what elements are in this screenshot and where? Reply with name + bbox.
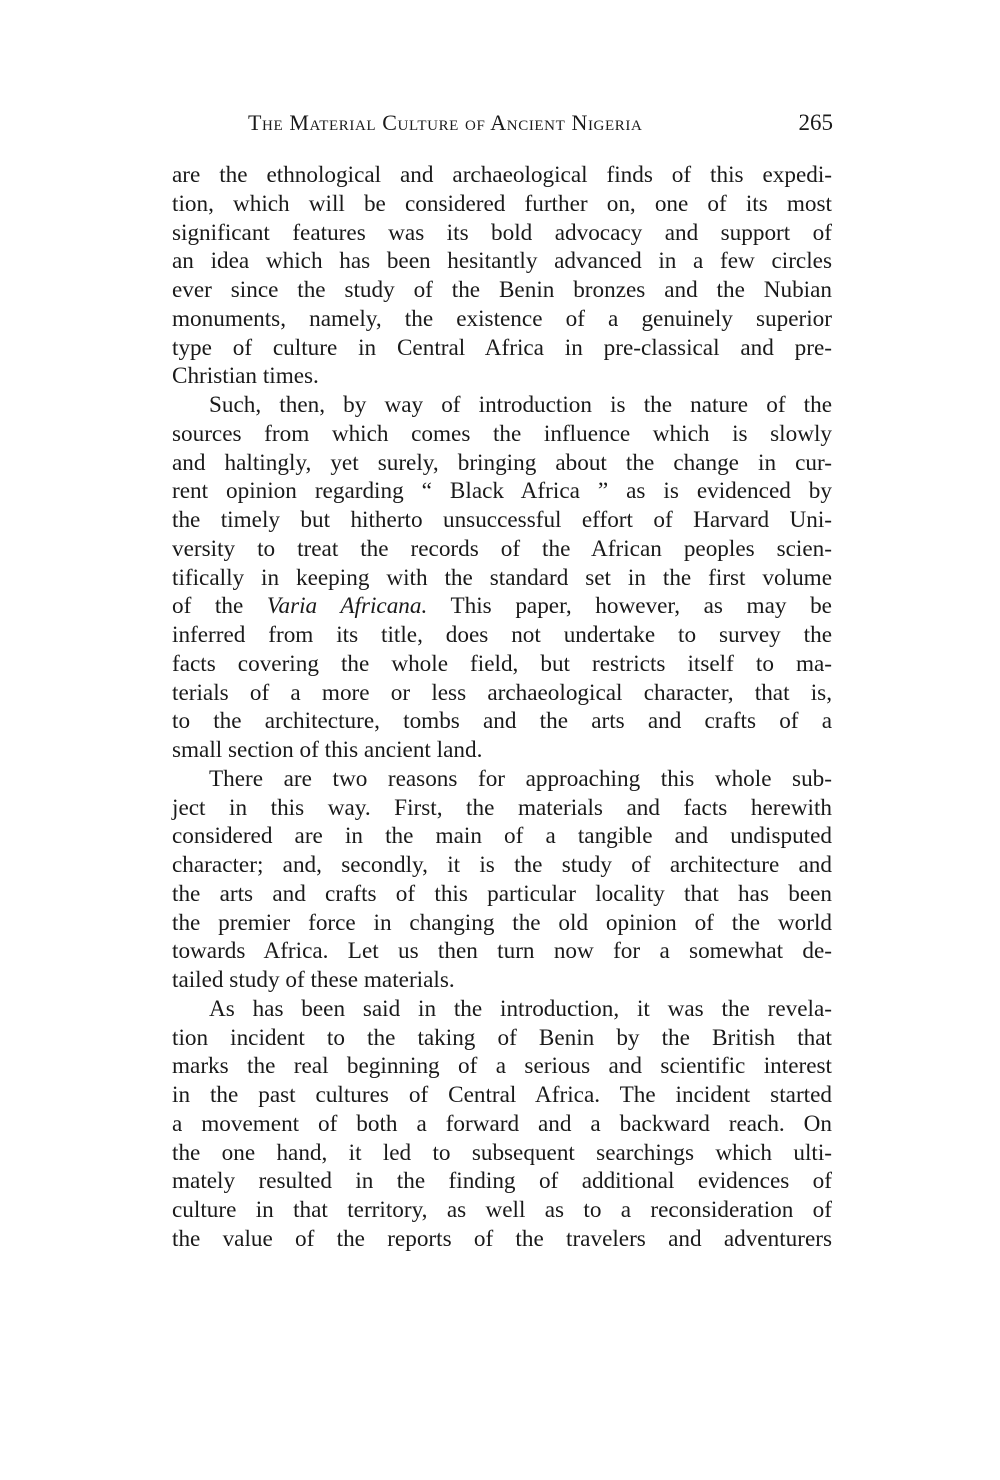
text-line: the arts and crafts of this particular locality that has been: [172, 880, 832, 907]
paragraph-3: [172, 765, 832, 995]
text-line: rent opinion regarding “ Black Africa ” as is evidenced by: [172, 478, 832, 505]
text-line: As has been said in the introduction, it was the revela-: [209, 995, 832, 1022]
paragraph-4: [172, 995, 832, 1254]
text-line: towards Africa. Let us then turn now for a somewhat de-: [172, 938, 832, 965]
text-line: and haltingly, yet surely, bringing about the change in cur-: [172, 449, 832, 476]
text-fragment: of the: [172, 593, 267, 620]
text-line: a movement of both a forward and a backward reach. On: [172, 1110, 832, 1137]
text-line: significant features was its bold advocacy and support of: [172, 219, 832, 246]
text-line: culture in that territory, as well as to a reconsideration of: [172, 1197, 832, 1223]
paragraph-2: [172, 391, 832, 765]
body-text: [172, 161, 832, 1254]
text-line: Christian times.: [172, 363, 319, 390]
text-line: the premier force in changing the old opinion of the world: [172, 909, 832, 936]
text-line: the value of the reports of the travelers and adventurers: [172, 1225, 832, 1252]
text-line: tailed study of these materials.: [172, 967, 455, 993]
text-line: inferred from its title, does not undertake to survey the: [172, 622, 832, 648]
text-fragment: This paper, however, as may be: [427, 593, 832, 620]
running-title: The Material Culture of Ancient Nigeria: [248, 110, 643, 135]
text-line: type of culture in Central Africa in pre-classical and pre-: [172, 334, 832, 361]
text-line: the timely but hitherto unsuccessful effort of Harvard Uni-: [172, 507, 832, 533]
text-line: to the architecture, tombs and the arts and crafts of a: [172, 708, 832, 735]
text-line: character; and, secondly, it is the study of architecture and: [172, 852, 832, 878]
text-line: the one hand, it led to subsequent searchings which ulti-: [172, 1139, 832, 1166]
text-line: ever since the study of the Benin bronzes and the Nubian: [172, 277, 832, 303]
text-line: ject in this way. First, the materials and facts herewith: [172, 794, 832, 821]
text-line: tion, which will be considered further on, one of its most: [172, 190, 832, 217]
text-line: versity to treat the records of the African peoples scien-: [172, 535, 832, 562]
text-line: monuments, namely, the existence of a genuinely superior: [172, 305, 832, 332]
text-line: tion incident to the taking of Benin by the British that: [172, 1024, 832, 1051]
text-line: There are two reasons for approaching this whole sub-: [209, 765, 832, 792]
italic-title: Varia Africana.: [266, 593, 428, 620]
text-line: mately resulted in the finding of additional evidences of: [172, 1168, 832, 1195]
text-line: considered are in the main of a tangible and undisputed: [172, 823, 832, 850]
text-line: sources from which comes the influence which is slowly: [172, 420, 832, 447]
text-line: are the ethnological and archaeological finds of this expedi-: [172, 162, 832, 188]
paragraph-1: [172, 161, 832, 391]
text-line: in the past cultures of Central Africa. The incident started: [172, 1082, 832, 1108]
text-line: tifically in keeping with the standard set in the first volume: [172, 564, 832, 591]
page-number: 265: [798, 110, 833, 135]
text-line: terials of a more or less archaeological character, that is,: [172, 679, 832, 706]
text-line: marks the real beginning of a serious and scientific interest: [172, 1053, 832, 1080]
text-line: an idea which has been hesitantly advanced in a few circles: [172, 248, 832, 275]
running-header: [248, 108, 833, 138]
text-line: Such, then, by way of introduction is the nature of the: [209, 392, 832, 418]
text-line: facts covering the whole field, but restricts itself to ma-: [172, 650, 832, 677]
text-line-with-italic: [172, 592, 832, 621]
text-line: small section of this ancient land.: [172, 737, 483, 763]
